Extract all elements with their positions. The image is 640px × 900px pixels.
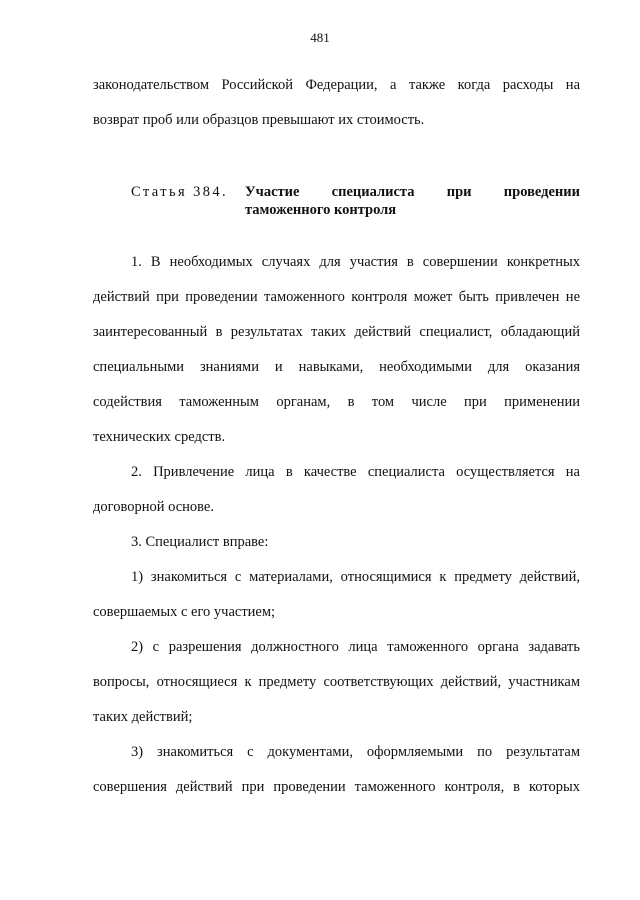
list-item-line: 1) знакомиться с материалами, относящимися к предмету действий, xyxy=(131,569,580,585)
list-item-line: таких действий; xyxy=(93,709,193,725)
list-item-line: совершаемых с его участием; xyxy=(93,604,276,620)
paragraph-line: действий при проведении таможенного контроля может быть привлечен не xyxy=(93,289,580,305)
list-item-line: совершения действий при проведении таможенного контроля, в которых xyxy=(93,779,580,795)
article-heading xyxy=(131,182,580,202)
list-item-line: 2) с разрешения должностного лица таможенного органа задавать xyxy=(131,639,580,655)
list-item-line: вопросы, относящиеся к предмету соответствующих действий, участникам xyxy=(93,674,580,690)
article-title-line: таможенного контроля xyxy=(245,202,397,218)
paragraph-line: специальными знаниями и навыками, необходимыми для оказания xyxy=(93,359,580,375)
page-number: 481 xyxy=(310,30,330,45)
article-label: Статья 384. xyxy=(131,184,229,200)
paragraph-line: 3. Специалист вправе: xyxy=(131,534,269,550)
paragraph-line: содействия таможенным органам, в том числе при применении xyxy=(93,394,580,410)
paragraph-line: договорной основе. xyxy=(93,499,214,515)
paragraph-line: технических средств. xyxy=(93,429,226,445)
paragraph-line: 1. В необходимых случаях для участия в совершении конкретных xyxy=(131,254,580,270)
paragraph-line: заинтересованный в результатах таких действий специалист, обладающий xyxy=(93,324,580,340)
paragraph-line: возврат проб или образцов превышают их стоимость. xyxy=(93,112,425,128)
article-title-line: Участие специалиста при проведении xyxy=(245,184,580,200)
list-item-line: 3) знакомиться с документами, оформляемыми по результатам xyxy=(131,744,580,760)
paragraph-line: законодательством Российской Федерации, а также когда расходы на xyxy=(93,77,580,93)
paragraph-line: 2. Привлечение лица в качестве специалиста осуществляется на xyxy=(131,464,580,480)
